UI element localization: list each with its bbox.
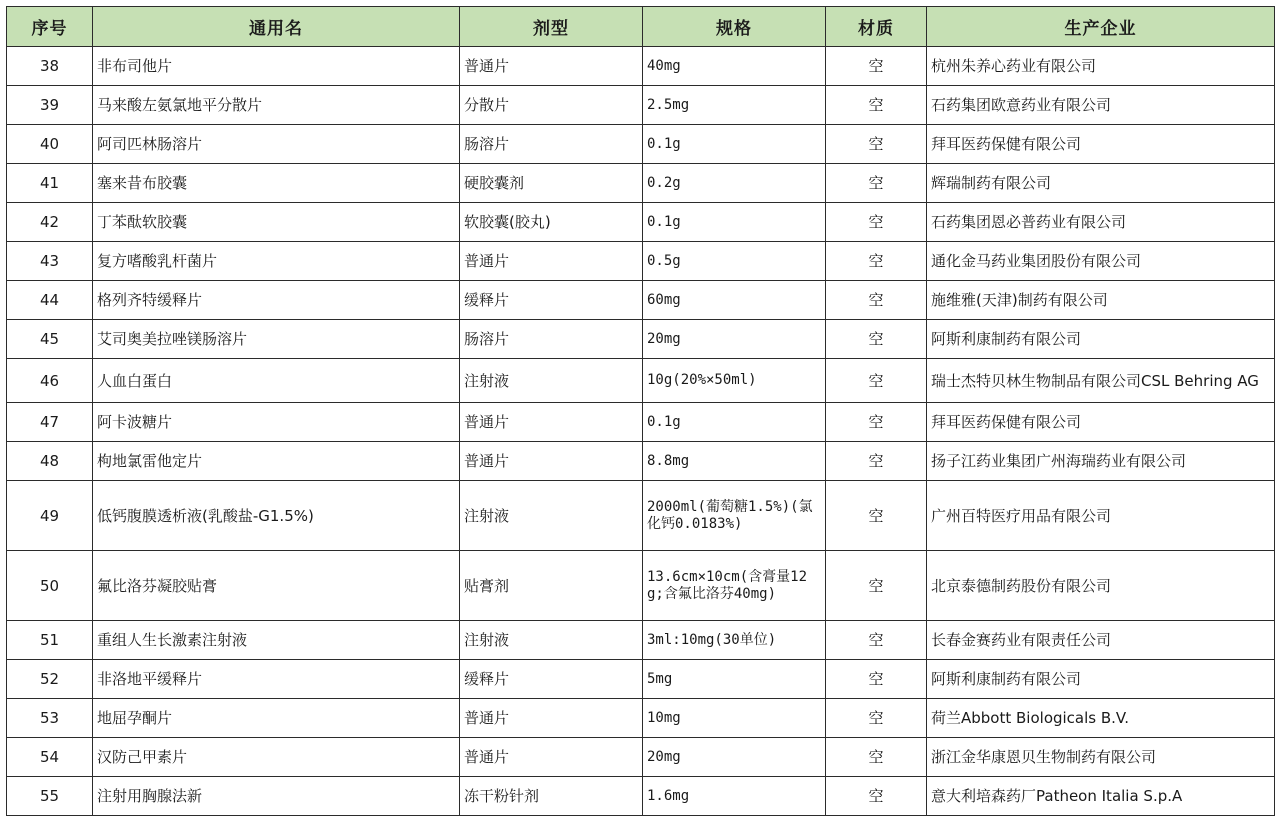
table-row [7, 660, 1275, 699]
cell-material: 空 [826, 47, 927, 86]
cell-form: 软胶囊(胶丸) [460, 203, 643, 242]
cell-spec: 3ml:10mg(30单位) [643, 621, 826, 660]
cell-company: 扬子江药业集团广州海瑞药业有限公司 [927, 442, 1275, 481]
table-row [7, 699, 1275, 738]
cell-spec: 10g(20%×50ml) [643, 359, 826, 403]
cell-spec: 2.5mg [643, 86, 826, 125]
cell-name: 注射用胸腺法新 [93, 777, 460, 816]
cell-no: 44 [7, 281, 93, 320]
cell-name: 枸地氯雷他定片 [93, 442, 460, 481]
cell-material: 空 [826, 359, 927, 403]
table-row [7, 125, 1275, 164]
cell-no: 39 [7, 86, 93, 125]
cell-name: 塞来昔布胶囊 [93, 164, 460, 203]
table-row [7, 738, 1275, 777]
cell-material: 空 [826, 281, 927, 320]
cell-form: 分散片 [460, 86, 643, 125]
cell-name: 马来酸左氨氯地平分散片 [93, 86, 460, 125]
cell-material: 空 [826, 242, 927, 281]
cell-company: 通化金马药业集团股份有限公司 [927, 242, 1275, 281]
cell-spec: 8.8mg [643, 442, 826, 481]
cell-spec: 60mg [643, 281, 826, 320]
cell-form: 注射液 [460, 481, 643, 551]
cell-name: 阿司匹林肠溶片 [93, 125, 460, 164]
cell-name: 复方嗜酸乳杆菌片 [93, 242, 460, 281]
table-row [7, 281, 1275, 320]
table-row [7, 551, 1275, 621]
cell-form: 冻干粉针剂 [460, 777, 643, 816]
table-row [7, 47, 1275, 86]
cell-company: 广州百特医疗用品有限公司 [927, 481, 1275, 551]
cell-material: 空 [826, 777, 927, 816]
cell-form: 普通片 [460, 738, 643, 777]
cell-form: 贴膏剂 [460, 551, 643, 621]
cell-spec: 0.1g [643, 125, 826, 164]
cell-no: 48 [7, 442, 93, 481]
cell-material: 空 [826, 660, 927, 699]
cell-no: 54 [7, 738, 93, 777]
cell-name: 地屈孕酮片 [93, 699, 460, 738]
table-row [7, 481, 1275, 551]
cell-no: 38 [7, 47, 93, 86]
cell-form: 肠溶片 [460, 320, 643, 359]
cell-spec: 20mg [643, 320, 826, 359]
cell-spec: 0.1g [643, 403, 826, 442]
header-name: 通用名 [93, 7, 460, 47]
table-row [7, 320, 1275, 359]
cell-company: 辉瑞制药有限公司 [927, 164, 1275, 203]
table-row [7, 359, 1275, 403]
cell-spec: 1.6mg [643, 777, 826, 816]
cell-name: 人血白蛋白 [93, 359, 460, 403]
cell-company: 拜耳医药保健有限公司 [927, 403, 1275, 442]
cell-spec: 0.1g [643, 203, 826, 242]
cell-spec: 5mg [643, 660, 826, 699]
cell-name: 非洛地平缓释片 [93, 660, 460, 699]
cell-material: 空 [826, 86, 927, 125]
cell-company: 北京泰德制药股份有限公司 [927, 551, 1275, 621]
cell-material: 空 [826, 699, 927, 738]
cell-name: 非布司他片 [93, 47, 460, 86]
table-row [7, 777, 1275, 816]
cell-no: 40 [7, 125, 93, 164]
cell-name: 重组人生长激素注射液 [93, 621, 460, 660]
cell-form: 缓释片 [460, 660, 643, 699]
cell-material: 空 [826, 442, 927, 481]
cell-spec: 0.2g [643, 164, 826, 203]
cell-form: 缓释片 [460, 281, 643, 320]
table-body [7, 47, 1275, 816]
header-spec: 规格 [643, 7, 826, 47]
cell-spec: 20mg [643, 738, 826, 777]
cell-no: 41 [7, 164, 93, 203]
cell-form: 普通片 [460, 47, 643, 86]
table-row [7, 442, 1275, 481]
table-row [7, 86, 1275, 125]
cell-company: 拜耳医药保健有限公司 [927, 125, 1275, 164]
cell-spec: 2000ml(葡萄糖1.5%)(氯化钙0.0183%) [643, 481, 826, 551]
cell-name: 丁苯酞软胶囊 [93, 203, 460, 242]
cell-form: 注射液 [460, 621, 643, 660]
cell-material: 空 [826, 621, 927, 660]
cell-name: 阿卡波糖片 [93, 403, 460, 442]
cell-name: 格列齐特缓释片 [93, 281, 460, 320]
header-form: 剂型 [460, 7, 643, 47]
cell-no: 52 [7, 660, 93, 699]
table-row [7, 403, 1275, 442]
cell-material: 空 [826, 403, 927, 442]
cell-material: 空 [826, 551, 927, 621]
cell-material: 空 [826, 481, 927, 551]
cell-spec: 10mg [643, 699, 826, 738]
table-row [7, 203, 1275, 242]
cell-name: 艾司奥美拉唑镁肠溶片 [93, 320, 460, 359]
cell-no: 53 [7, 699, 93, 738]
cell-company: 浙江金华康恩贝生物制药有限公司 [927, 738, 1275, 777]
cell-spec: 40mg [643, 47, 826, 86]
header-material: 材质 [826, 7, 927, 47]
cell-company: 杭州朱养心药业有限公司 [927, 47, 1275, 86]
cell-name: 氟比洛芬凝胶贴膏 [93, 551, 460, 621]
cell-material: 空 [826, 125, 927, 164]
cell-name: 汉防己甲素片 [93, 738, 460, 777]
cell-company: 荷兰Abbott Biologicals B.V. [927, 699, 1275, 738]
cell-company: 施维雅(天津)制药有限公司 [927, 281, 1275, 320]
cell-company: 石药集团恩必普药业有限公司 [927, 203, 1275, 242]
cell-form: 注射液 [460, 359, 643, 403]
cell-material: 空 [826, 203, 927, 242]
header-no: 序号 [7, 7, 93, 47]
cell-form: 肠溶片 [460, 125, 643, 164]
cell-spec: 0.5g [643, 242, 826, 281]
cell-no: 46 [7, 359, 93, 403]
cell-form: 普通片 [460, 242, 643, 281]
cell-no: 50 [7, 551, 93, 621]
cell-no: 51 [7, 621, 93, 660]
header-row [7, 7, 1275, 47]
cell-company: 石药集团欧意药业有限公司 [927, 86, 1275, 125]
cell-company: 长春金赛药业有限责任公司 [927, 621, 1275, 660]
cell-spec: 13.6cm×10cm(含膏量12g;含氟比洛芬40mg) [643, 551, 826, 621]
cell-no: 55 [7, 777, 93, 816]
cell-no: 42 [7, 203, 93, 242]
cell-no: 47 [7, 403, 93, 442]
cell-company: 意大利培森药厂Patheon Italia S.p.A [927, 777, 1275, 816]
cell-form: 普通片 [460, 699, 643, 738]
cell-company: 阿斯利康制药有限公司 [927, 320, 1275, 359]
table-row [7, 242, 1275, 281]
cell-company: 瑞士杰特贝林生物制品有限公司CSL Behring AG [927, 359, 1275, 403]
cell-form: 普通片 [460, 403, 643, 442]
cell-material: 空 [826, 738, 927, 777]
table-row [7, 621, 1275, 660]
cell-form: 普通片 [460, 442, 643, 481]
drug-table [6, 6, 1275, 816]
cell-material: 空 [826, 164, 927, 203]
cell-company: 阿斯利康制药有限公司 [927, 660, 1275, 699]
cell-no: 49 [7, 481, 93, 551]
cell-name: 低钙腹膜透析液(乳酸盐-G1.5%) [93, 481, 460, 551]
cell-no: 45 [7, 320, 93, 359]
cell-no: 43 [7, 242, 93, 281]
cell-material: 空 [826, 320, 927, 359]
table-row [7, 164, 1275, 203]
header-company: 生产企业 [927, 7, 1275, 47]
cell-form: 硬胶囊剂 [460, 164, 643, 203]
